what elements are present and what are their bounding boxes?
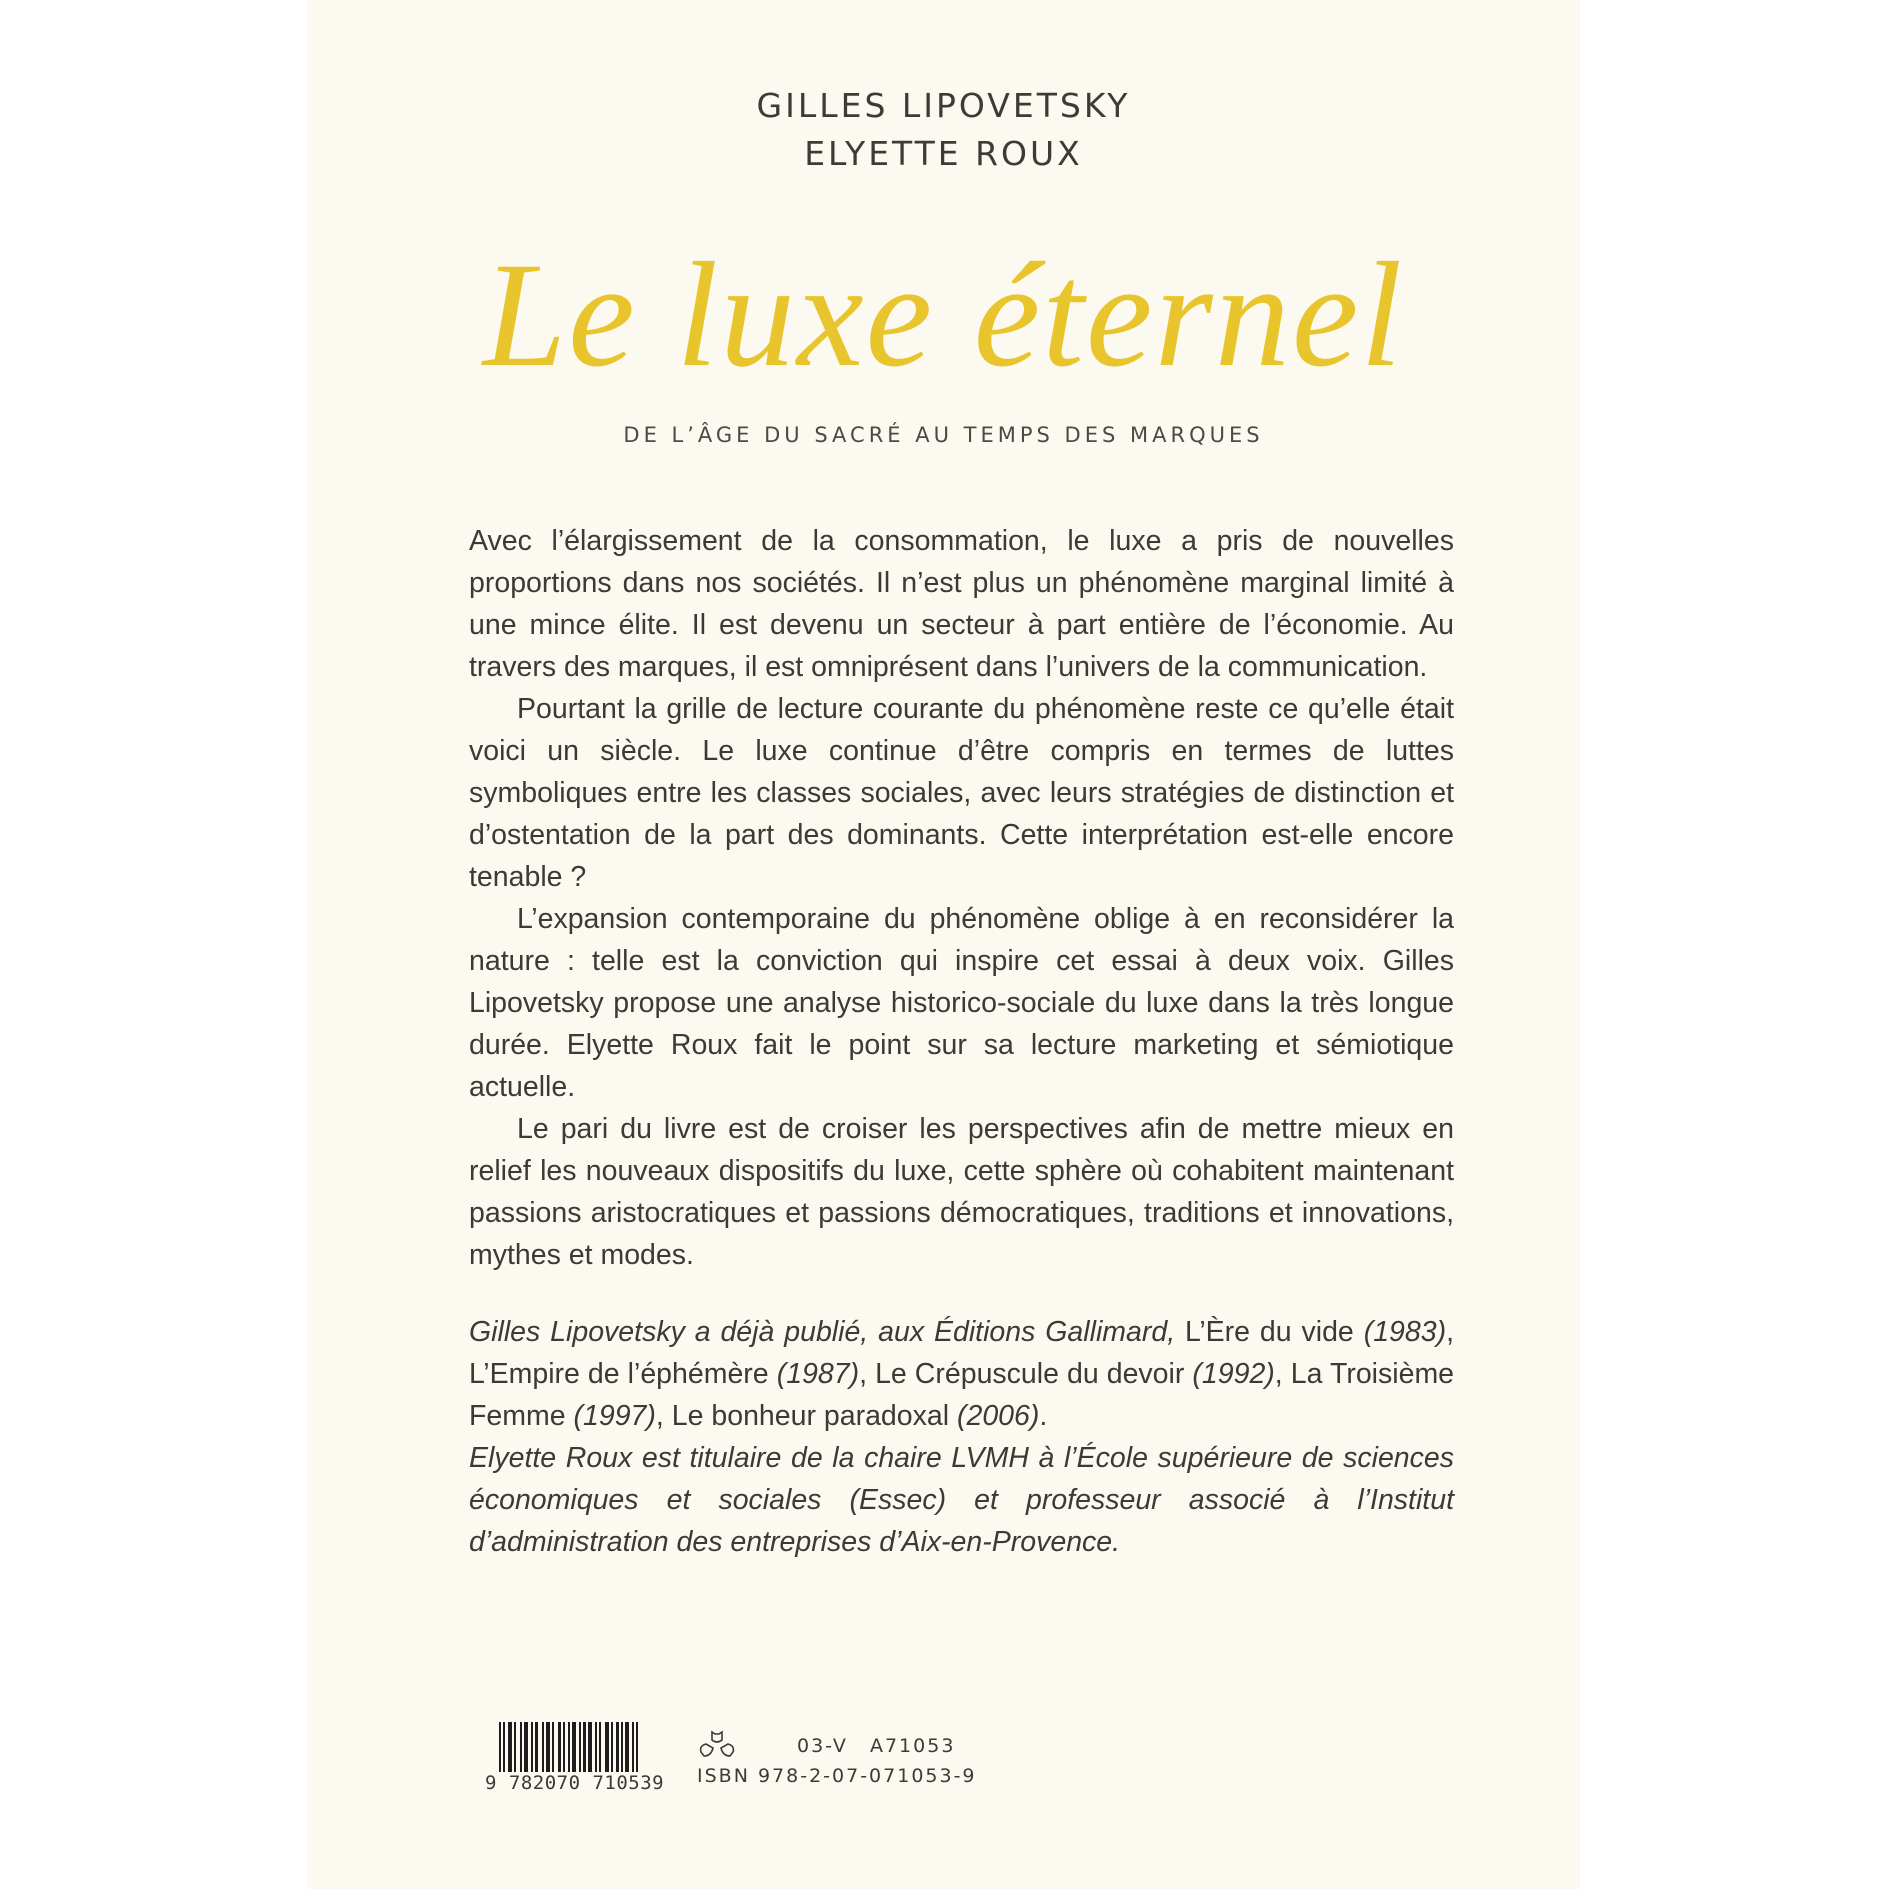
work-year: (2006) <box>956 1400 1040 1432</box>
authors <box>307 82 1580 178</box>
barcode-bars <box>499 1722 663 1772</box>
isbn: ISBN 978-2-07-071053-9 <box>697 1765 977 1787</box>
barcode-digits: 9 782070 710539 <box>485 1772 665 1794</box>
book-title: Le luxe éternel <box>482 232 1405 398</box>
series-code: 03-V <box>797 1735 848 1757</box>
work-year: (1997) <box>573 1400 656 1432</box>
work-title: La Troisième Femme <box>469 1358 1455 1432</box>
bio-roux-text: Elyette Roux est titulaire de la chaire LVMH à l’École supérieure de sciences économiques et sociales (Essec) et professeur associé à l’Institut d’administration des entreprises d’Aix-en-Provence. <box>469 1442 1454 1558</box>
bio-lipovetsky: Gilles Lipovetsky a déjà publié, aux Éditions Gallimard, L’Ère du vide (1983), L’Empire de l’éphémère (1987), Le Crépuscule du devoir (1992), La Troisième Femme (1997), Le bonheur paradoxal (2006). <box>469 1316 1455 1432</box>
work-year: (1992) <box>1192 1358 1275 1390</box>
work-title: L’Empire de l’éphémère <box>469 1358 769 1390</box>
work-title: L’Ère du vide <box>1185 1316 1354 1348</box>
publisher-logo-icon <box>697 1730 737 1764</box>
bio-roux <box>469 1437 1454 1563</box>
blurb-paragraph: Le pari du livre est de croiser les perspectives afin de mettre mieux en relief les nouveaux dispositifs du luxe, cette sphère où cohabitent maintenant passions aristocratiques et passions démocratiques, traditions et innovations, mythes et modes. <box>469 1113 1454 1271</box>
book-subtitle: DE L’ÂGE DU SACRÉ AU TEMPS DES MARQUES <box>623 423 1264 447</box>
reference-code: A71053 <box>869 1735 956 1757</box>
blurb-paragraph: Pourtant la grille de lecture courante du phénomène reste ce qu’elle était voici un siècle. Le luxe continue d’être compris en termes de luttes symboliques entre les classes sociales, avec leurs stratégies de distinction et d’ostentation de la part des dominants. Cette interprétation est-elle encore tenable ? <box>469 693 1454 893</box>
author-bios <box>469 1311 1454 1563</box>
blurb-paragraph: Avec l’élargissement de la consommation, le luxe a pris de nouvelles proportions dans nos sociétés. Il n’est plus un phénomène marginal limité à une mince élite. Il est devenu un secteur à part entière de l’économie. Au travers des marques, il est omniprésent dans l’univers de la communication. <box>469 525 1454 683</box>
barcode <box>485 1722 665 1797</box>
author-name: ELYETTE ROUX <box>804 134 1083 173</box>
bio-intro: Gilles Lipovetsky a déjà publié, aux Éditions Gallimard, <box>469 1316 1176 1348</box>
catalog-codes <box>797 1735 955 1757</box>
work-title: Le bonheur paradoxal <box>671 1400 950 1432</box>
work-year: (1987) <box>776 1358 860 1390</box>
work-year: (1983) <box>1363 1316 1447 1348</box>
blurb-paragraph: L’expansion contemporaine du phénomène oblige à en reconsidérer la nature : telle est la conviction qui inspire cet essai à deux voix. Gilles Lipovetsky propose une analyse historico-sociale du luxe dans la très longue durée. Elyette Roux fait le point sur sa lecture marketing et sémiotique actuelle. <box>469 903 1454 1103</box>
blurb <box>469 520 1454 1276</box>
work-title: Le Crépuscule du devoir <box>875 1358 1185 1390</box>
book-back-cover <box>307 0 1580 1889</box>
author-name: GILLES LIPOVETSKY <box>756 86 1131 125</box>
